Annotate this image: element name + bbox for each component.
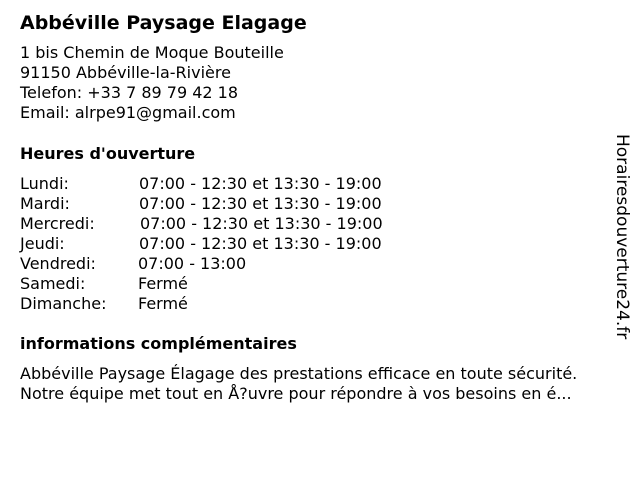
address-line-2: 91150 Abbéville-la-Rivière [20, 63, 231, 82]
time-value: Fermé [138, 294, 188, 313]
hours-row-wednesday [20, 214, 440, 234]
hours-row-sunday [20, 294, 440, 314]
time-value: 07:00 - 12:30 et 13:30 - 19:00 [139, 174, 382, 193]
contact-block [20, 43, 284, 123]
day-label: Mardi: [20, 194, 70, 213]
time-value: 07:00 - 13:00 [138, 254, 247, 273]
day-label: Mercredi: [20, 214, 95, 233]
time-value: 07:00 - 12:30 et 13:30 - 19:00 [139, 234, 382, 253]
address-line-1: 1 bis Chemin de Moque Bouteille [20, 43, 284, 62]
hours-row-saturday [20, 274, 440, 294]
business-name: Abbéville Paysage Elagage [20, 12, 307, 34]
day-label: Vendredi: [20, 254, 96, 273]
time-value: 07:00 - 12:30 et 13:30 - 19:00 [140, 214, 383, 233]
hours-row-monday [20, 174, 440, 194]
day-label: Dimanche: [20, 294, 107, 313]
hours-row-friday [20, 254, 440, 274]
hours-heading: Heures d'ouverture [20, 144, 196, 163]
site-watermark: Horairesdouverture24.fr [612, 134, 632, 340]
info-description [20, 364, 620, 404]
day-label: Jeudi: [20, 234, 65, 253]
description-line-2: Notre équipe met tout en Å?uvre pour répondre à vos besoins en é... [20, 384, 572, 403]
hours-row-thursday [20, 234, 440, 254]
description-line-1: Abbéville Paysage Élagage des prestations efficace en toute sécurité. [20, 364, 578, 383]
info-heading: informations complémentaires [20, 334, 297, 353]
email-address[interactable]: Email: alrpe91@gmail.com [20, 103, 236, 122]
time-value: Fermé [138, 274, 188, 293]
time-value: 07:00 - 12:30 et 13:30 - 19:00 [139, 194, 382, 213]
opening-hours-table [20, 174, 440, 314]
hours-row-tuesday [20, 194, 440, 214]
day-label: Samedi: [20, 274, 86, 293]
day-label: Lundi: [20, 174, 69, 193]
phone-number[interactable]: Telefon: +33 7 89 79 42 18 [20, 83, 239, 102]
